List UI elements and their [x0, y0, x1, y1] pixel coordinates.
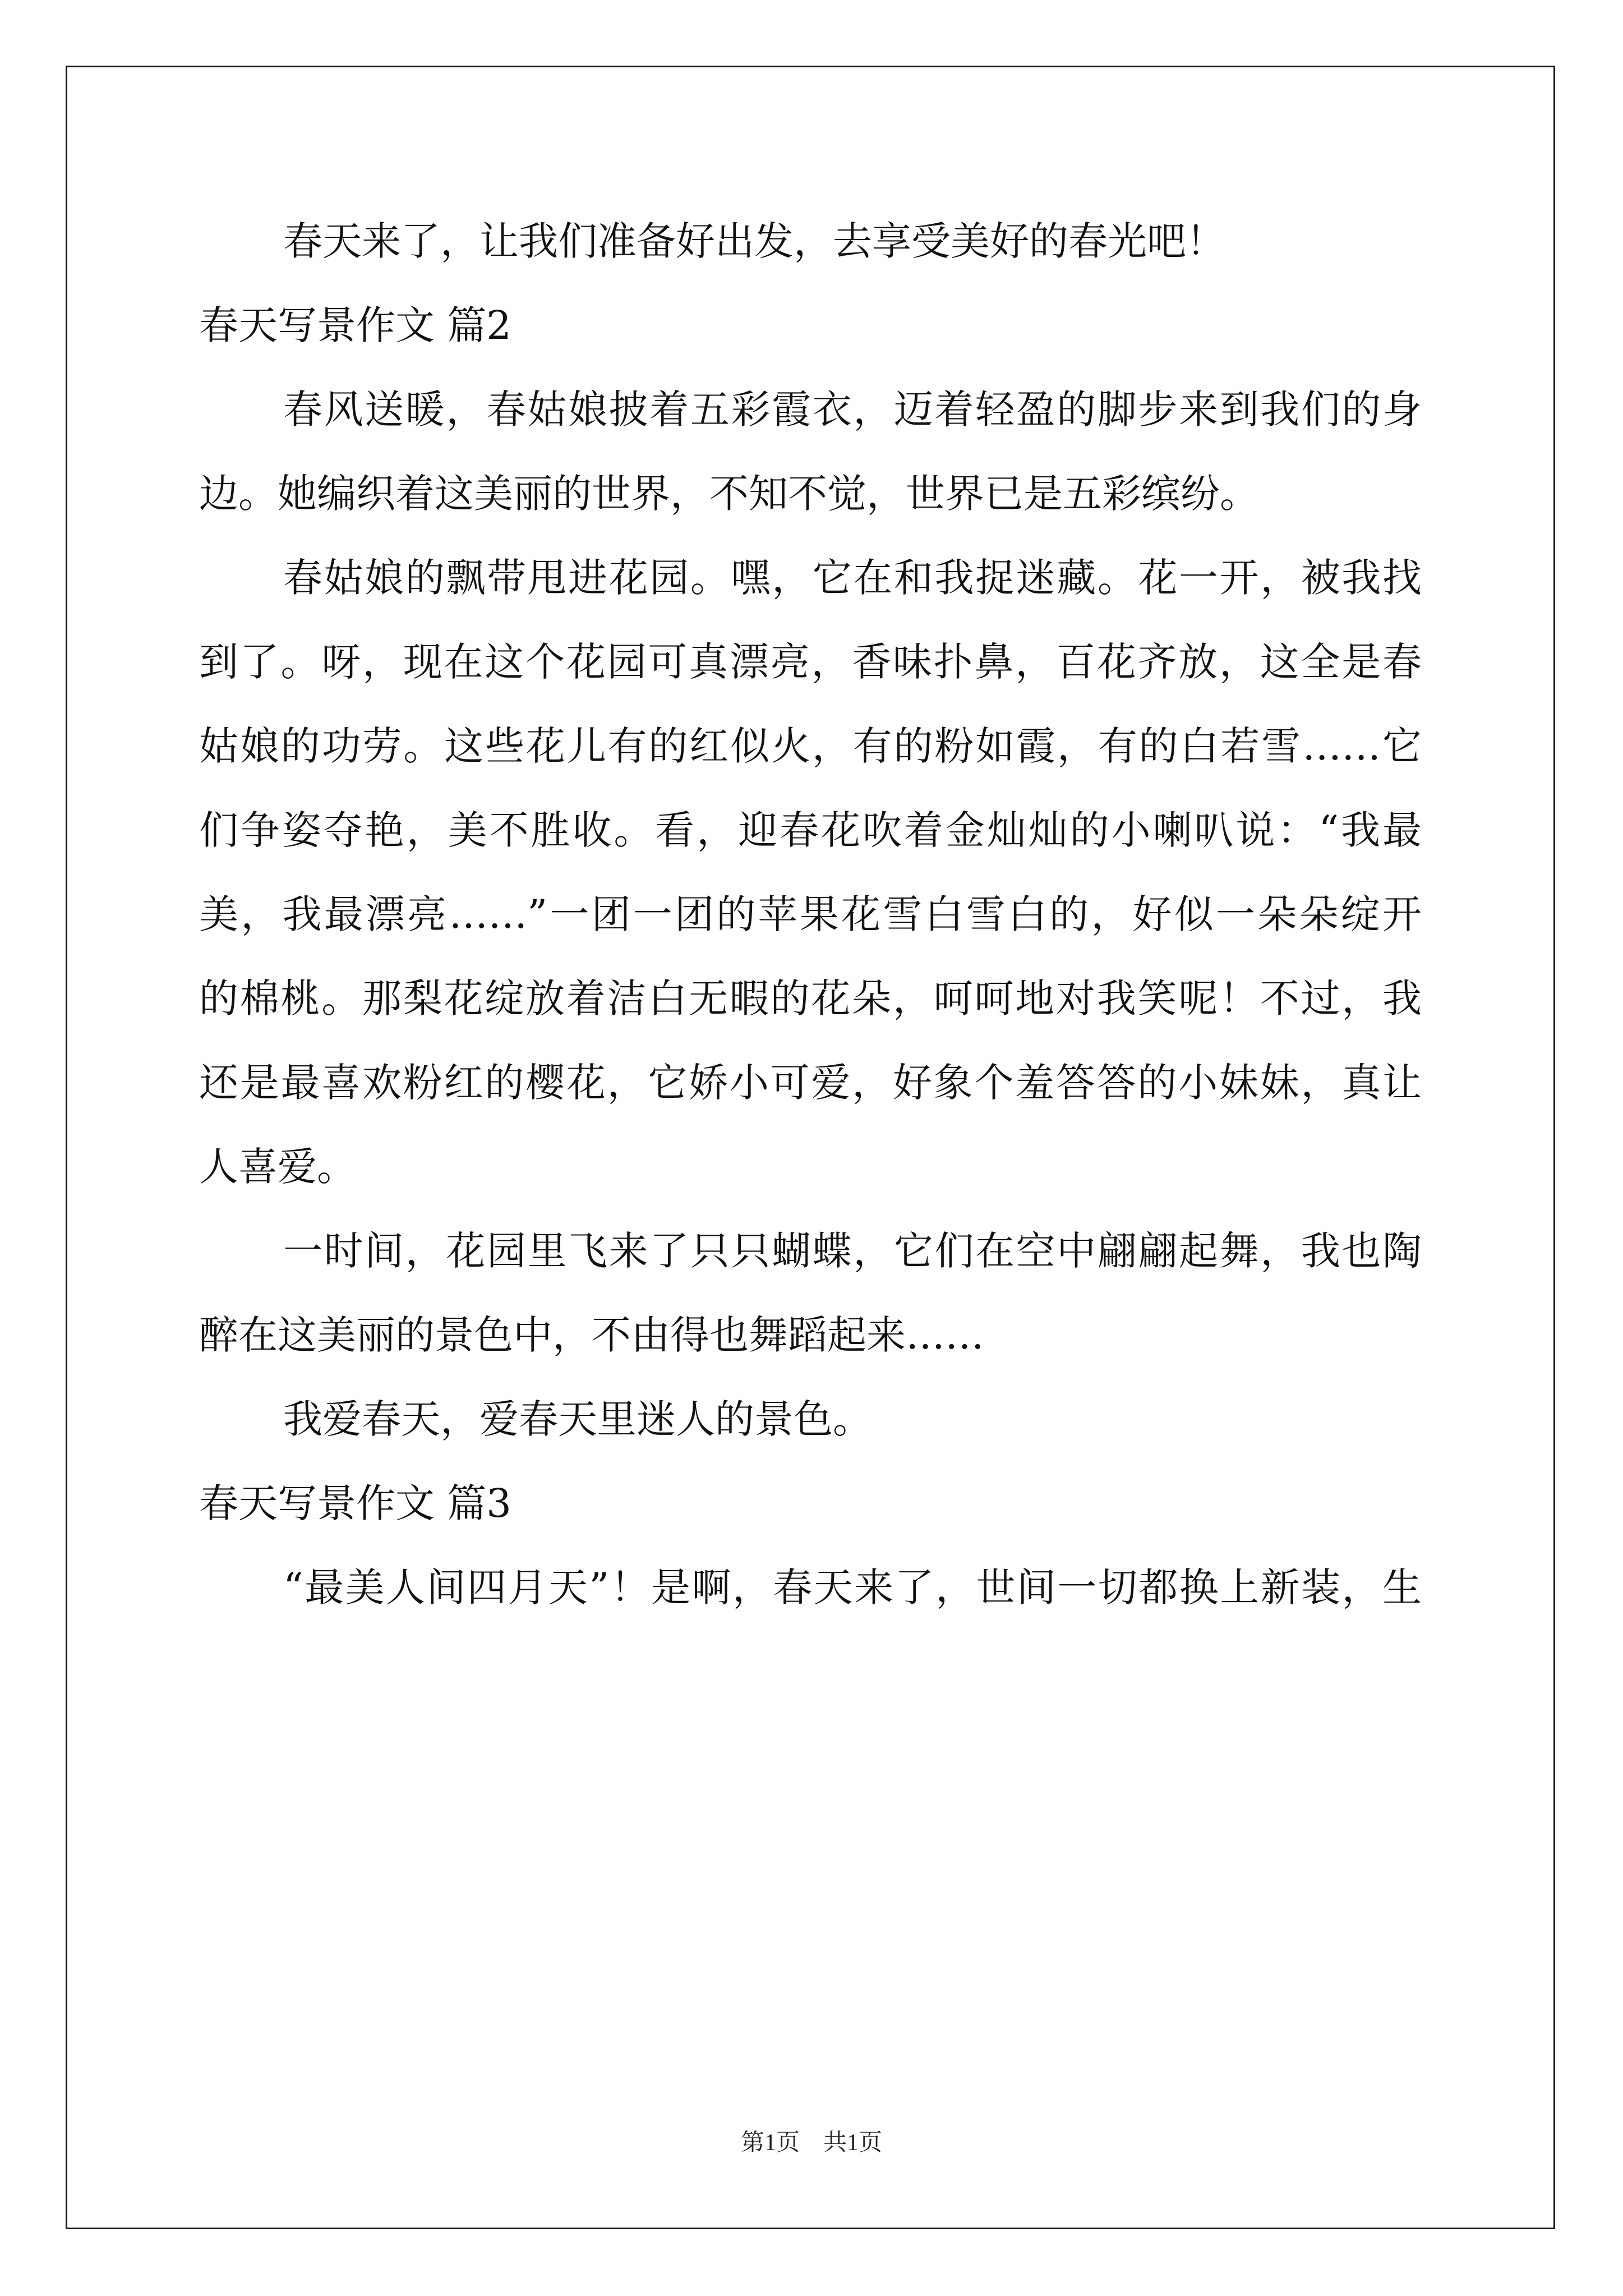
paragraph-line: 姑娘的功劳。这些花儿有的红似火，有的粉如霞，有的白若雪……它 — [199, 723, 1422, 769]
paragraph-line: 美，我最漂亮……”一团一团的苹果花雪白雪白的，好似一朵朵绽开 — [199, 891, 1422, 937]
paragraph-line: 们争姿夺艳，美不胜收。看，迎春花吹着金灿灿的小喇叭说：“我最 — [199, 807, 1422, 853]
paragraph-line: 春天来了，让我们准备好出发，去享受美好的春光吧！ — [283, 218, 1225, 264]
paragraph-line: 春风送暖，春姑娘披着五彩霞衣，迈着轻盈的脚步来到我们的身 — [283, 386, 1422, 432]
page-footer: 第1页 共1页 — [740, 2130, 882, 2156]
paragraph-line: 一时间，花园里飞来了只只蝴蝶，它们在空中翩翩起舞，我也陶 — [283, 1228, 1422, 1274]
paragraph-line: 边。她编织着这美丽的世界，不知不觉，世界已是五彩缤纷。 — [199, 471, 1259, 517]
section-heading: 春天写景作文 篇3 — [199, 1480, 511, 1526]
paragraph-line: 我爱春天，爱春天里迷人的景色。 — [283, 1396, 872, 1442]
paragraph-line: 还是最喜欢粉红的樱花，它娇小可爱，好象个羞答答的小妹妹，真让 — [199, 1060, 1422, 1106]
paragraph-line: 春姑娘的飘带甩进花园。嘿，它在和我捉迷藏。花一开，被我找 — [283, 555, 1422, 601]
paragraph-line: 人喜爱。 — [199, 1144, 356, 1190]
paragraph-line: “最美人间四月天”！是啊，春天来了，世间一切都换上新装，生 — [283, 1565, 1422, 1611]
paragraph-line: 醉在这美丽的景色中，不由得也舞蹈起来…… — [199, 1312, 984, 1358]
paragraph-line: 到了。呀，现在这个花园可真漂亮，香味扑鼻，百花齐放，这全是春 — [199, 639, 1422, 685]
paragraph-line: 的棉桃。那梨花绽放着洁白无暇的花朵，呵呵地对我笑呢！不过，我 — [199, 976, 1422, 1022]
section-heading: 春天写景作文 篇2 — [199, 302, 511, 348]
